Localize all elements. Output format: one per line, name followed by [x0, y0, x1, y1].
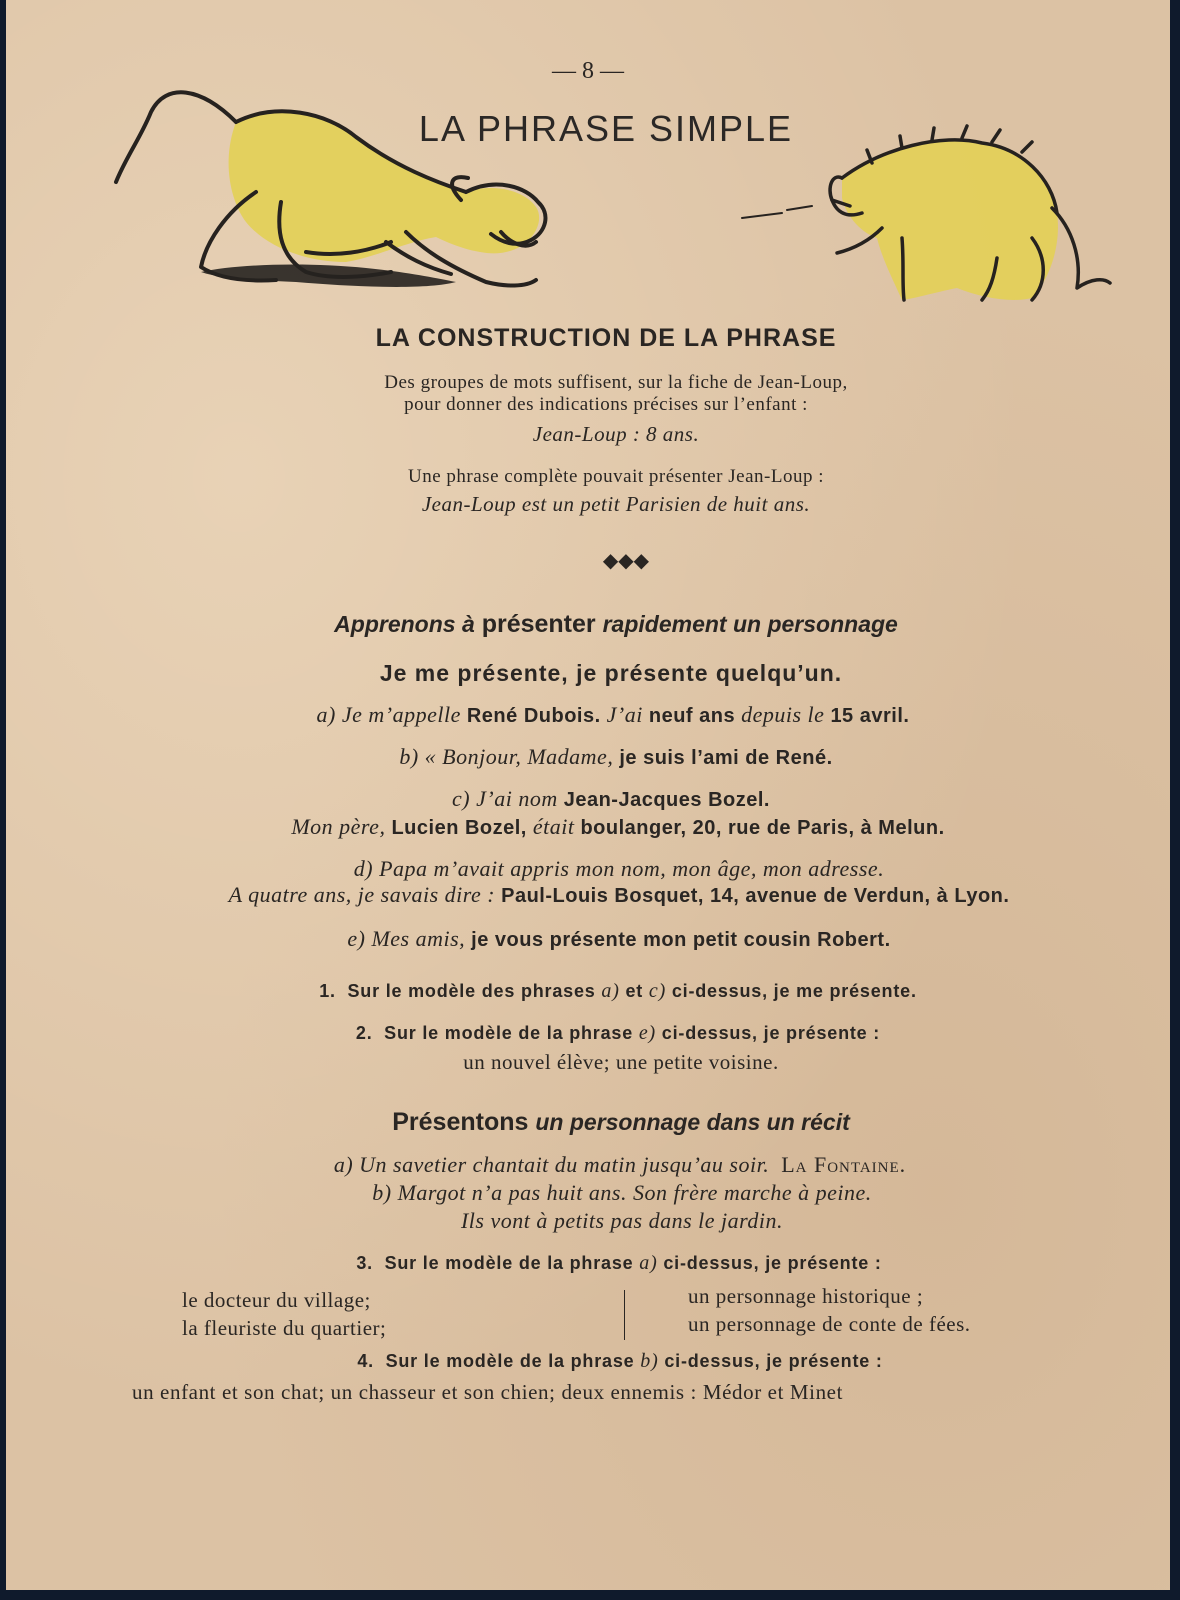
example-bold: neuf ans [648, 705, 736, 727]
exercise-text: et [625, 981, 644, 1001]
recit-example-a [6, 1152, 1170, 1178]
example-text: Mon père, [291, 814, 386, 839]
column-divider [624, 1290, 625, 1340]
exercise-number: 1. [319, 981, 336, 1001]
example-c-line2 [6, 814, 1170, 840]
example-text: Papa m’avait appris mon nom, mon âge, mon adresse. [379, 856, 885, 881]
dog-shadow [201, 265, 456, 287]
diamond-separator: ◆◆◆ [602, 548, 650, 572]
example-text: Mes amis, [371, 926, 466, 951]
intro-line-1: Des groupes de mots suffisent, sur la fiche de Jean-Loup, [384, 372, 848, 393]
section-subtitle: Je me présente, je présente quelqu’un. [379, 660, 843, 686]
page-number: — 8 — [552, 58, 624, 84]
exercise-text: ci-dessus, je présente : [663, 1253, 882, 1273]
section-title-part1: Apprenons à [334, 611, 475, 637]
exercise-ref: a) [601, 980, 620, 1002]
section-title-part2: un personnage dans un récit [535, 1109, 850, 1135]
exercise-text: Sur le modèle de la phrase [384, 1253, 634, 1273]
example-text: était [532, 814, 575, 839]
example-d-line1 [6, 856, 1170, 882]
section-title-part1: Présentons [392, 1108, 529, 1136]
example-c-line1 [6, 786, 1170, 812]
example-bold: René Dubois. [466, 705, 601, 727]
example-bold: Jean-Jacques Bozel. [563, 789, 770, 811]
example-text: depuis le [741, 702, 825, 727]
cat-body-fill [842, 140, 1058, 300]
author-name: La Fontaine. [781, 1152, 907, 1177]
intro-line-2: pour donner des indications précises sur l’enfant : [404, 394, 808, 415]
example-text: Je m’appelle [341, 702, 461, 727]
exercise-text: ci-dessus, je présente : [664, 1351, 883, 1371]
cat-tail [1052, 208, 1110, 288]
exercise-3-left-2: la fleuriste du quartier; [182, 1316, 387, 1340]
section-title-presenter [6, 610, 1170, 639]
recit-example-b-line2 [6, 1208, 1170, 1234]
example-a [6, 702, 1170, 728]
example-label: a) [316, 702, 336, 727]
section-heading-construction: LA CONSTRUCTION DE LA PHRASE [375, 324, 837, 352]
example-phrase: Jean-Loup est un petit Parisien de huit ans. [421, 492, 811, 516]
example-label: b) [399, 744, 419, 769]
exercise-4-items: un enfant et son chat; un chasseur et son chien; deux ennemis : Médor et Minet [132, 1380, 844, 1404]
exercise-text: Sur le modèle de la phrase [384, 1023, 634, 1043]
recit-example-b-line1 [6, 1180, 1170, 1206]
example-d-line2 [6, 882, 1170, 908]
example-label: a) [333, 1152, 354, 1177]
section-title-part2: présenter [481, 610, 596, 638]
example-label: d) [353, 856, 374, 881]
example-text: Margot n’a pas huit ans. Son frère marche à peine. [397, 1180, 872, 1205]
example-text: J’ai nom [476, 786, 558, 811]
exercise-3-right-1: un personnage historique ; [688, 1284, 924, 1308]
exercise-ref: a) [639, 1252, 658, 1274]
example-bold: Lucien Bozel, [391, 817, 527, 839]
example-bold: boulanger, 20, rue de Paris, à Melun. [580, 817, 945, 839]
example-label: e) [347, 926, 366, 951]
example-text: Un savetier chantait du matin jusqu’au soir. [359, 1152, 770, 1177]
exercise-ref: e) [638, 1022, 656, 1044]
exercise-text: ci-dessus, je me présente. [671, 981, 917, 1001]
example-bold: je suis l’ami de René. [619, 747, 833, 769]
example-label: c) [452, 786, 471, 811]
example-e [6, 926, 1170, 952]
intro-line-3: Une phrase complète pouvait présenter Jean-Loup : [408, 466, 824, 487]
exercise-3-right-2: un personnage de conte de fées. [688, 1312, 971, 1336]
exercise-3 [6, 1252, 1170, 1275]
exercise-text: Sur le modèle des phrases [347, 981, 596, 1001]
page-title: LA PHRASE SIMPLE [418, 108, 794, 149]
cat-front-leg-2 [902, 238, 904, 300]
exercise-text: ci-dessus, je présente : [661, 1023, 881, 1043]
section-title-recit [6, 1108, 1170, 1137]
example-text: J’ai [606, 702, 643, 727]
book-page [6, 0, 1170, 1590]
exercise-2 [6, 1022, 1170, 1045]
example-label: b) [372, 1180, 392, 1205]
section-title-part3: rapidement un personnage [602, 611, 898, 637]
exercise-text: Sur le modèle de la phrase [385, 1351, 635, 1371]
example-bold: je vous présente mon petit cousin Robert. [471, 929, 891, 951]
example-b [6, 744, 1170, 770]
exercise-number: 2. [355, 1023, 373, 1043]
exercise-number: 3. [356, 1253, 373, 1273]
example-bold: 15 avril. [830, 705, 910, 727]
exercise-4 [6, 1350, 1170, 1373]
exercise-2-items: un nouvel élève; une petite voisine. [463, 1050, 779, 1074]
example-text: « Bonjour, Madame, [424, 744, 614, 769]
exercise-ref: c) [648, 980, 667, 1002]
example-text: Ils vont à petits pas dans le jardin. [460, 1208, 783, 1233]
exercise-1 [6, 980, 1170, 1003]
example-text: A quatre ans, je savais dire : [228, 882, 496, 907]
exercise-ref: b) [640, 1350, 659, 1372]
example-fiche: Jean-Loup : 8 ans. [532, 422, 700, 446]
cat-hiss-marks [742, 206, 812, 218]
example-bold: Paul-Louis Bosquet, 14, avenue de Verdun, à Lyon. [501, 885, 1010, 907]
exercise-3-left-1: le docteur du village; [182, 1288, 371, 1312]
exercise-number: 4. [357, 1351, 374, 1371]
